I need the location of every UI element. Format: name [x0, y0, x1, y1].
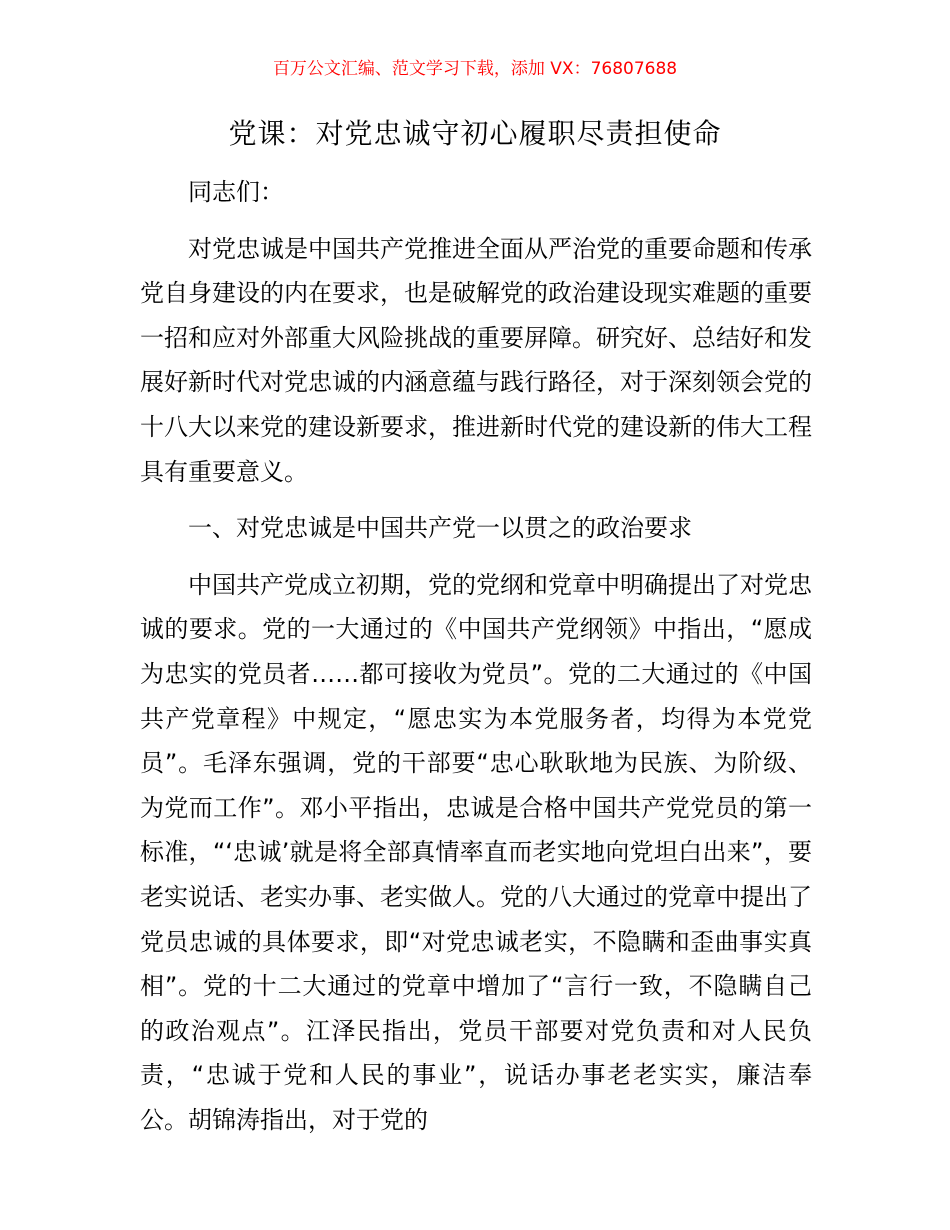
document-body [140, 170, 812, 1154]
intro-paragraph: 对党忠诚是中国共产党推进全面从严治党的重要命题和传承党自身建设的内在要求，也是破解党的政治建设现实难题的重要一招和应对外部重大风险挑战的重要屏障。研究好、总结好和发展好新时代对党忠诚的内涵意蕴与践行路径，对于深刻领会党的十八大以来党的建设新要求，推进新时代党的建设新的伟大工程具有重要意义。 [140, 234, 812, 486]
document-title: 党课：对党忠诚守初心履职尽责担使命 [228, 117, 722, 150]
section-heading: 一、对党忠诚是中国共产党一以贯之的政治要求 [188, 514, 692, 543]
salutation: 同志们： [188, 178, 284, 206]
header-banner: 百万公文汇编、范文学习下载，添加 VX：76807688 [272, 59, 678, 79]
section-paragraph: 中国共产党成立初期，党的党纲和党章中明确提出了对党忠诚的要求。党的一大通过的《中国共产党纲领》中指出，“愿成为忠实的党员者……都可接收为党员”。党的二大通过的《中国共产党章程》中规定，“愿忠实为本党服务者，均得为本党党员”。毛泽东强调，党的干部要“忠心耿耿地为民族、为阶级、为党而工作”。邓小平指出，忠诚是合格中国共产党党员的第一标准，“‘忠诚’就是将全部真情率直而老实地向党坦白出来”，要老实说话、老实办事、老实做人。党的八大通过的党章中提出了党员忠诚的具体要求，即“对党忠诚老实，不隐瞒和歪曲事实真相”。党的十二大通过的党章中增加了“言行一致，不隐瞒自己的政治观点”。江泽民指出，党员干部要对党负责和对人民负责，“忠诚于党和人民的事业”，说话办事老老实实，廉洁奉公。胡锦涛指出，对于党的 [140, 570, 812, 1134]
